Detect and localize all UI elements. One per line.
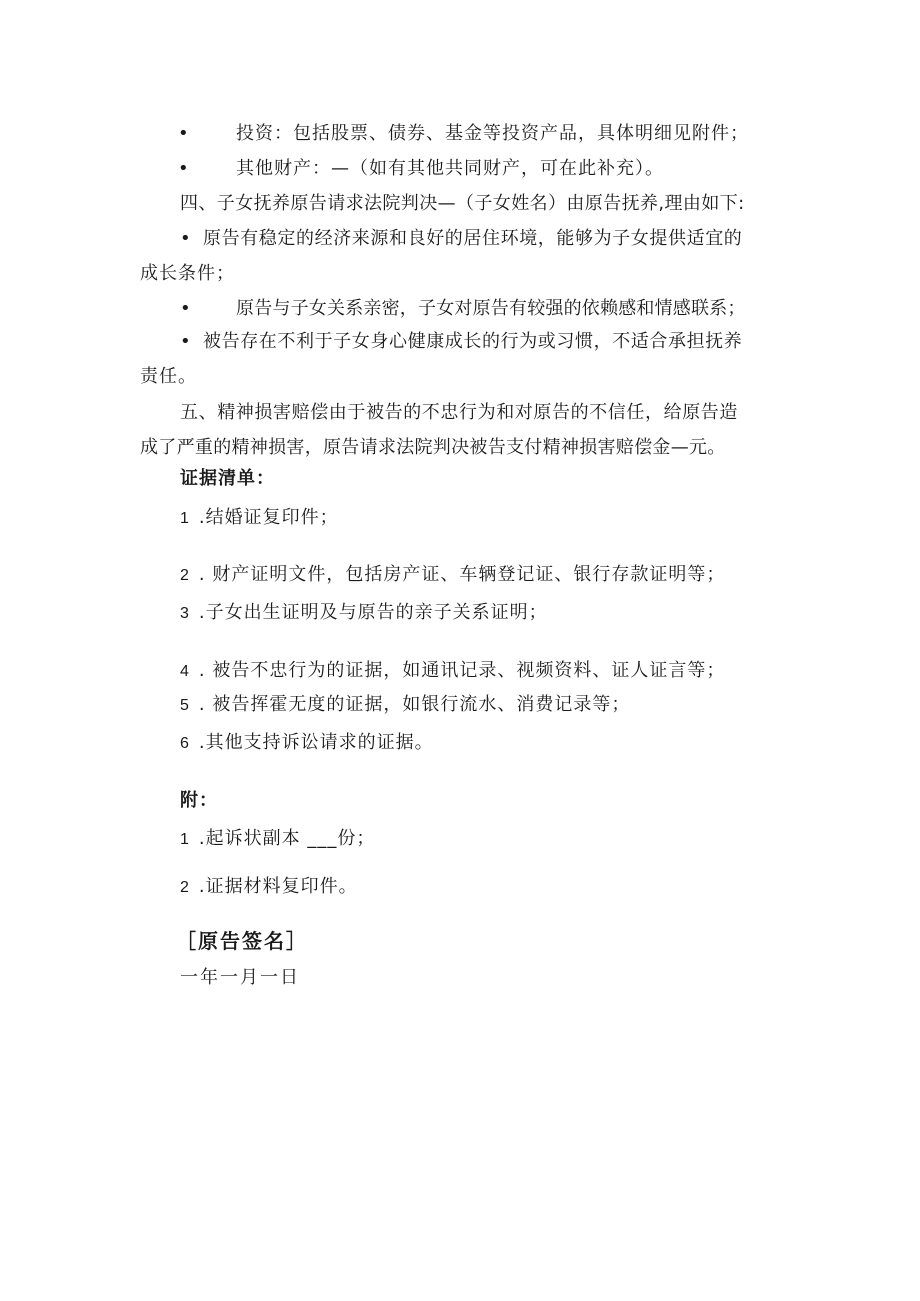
bullet-marker: • bbox=[178, 123, 189, 144]
custody-reason-1: 原告有稳定的经济来源和良好的居住环境，能够为子女提供适宜的 bbox=[203, 228, 743, 249]
evidence-item-number: 2 bbox=[180, 567, 189, 584]
evidence-item-text: .其他支持诉讼请求的证据。 bbox=[198, 732, 434, 753]
attachment-item-number: 1 bbox=[180, 831, 189, 848]
evidence-item-text: . 被告挥霍无度的证据，如银行流水、消费记录等； bbox=[198, 694, 631, 715]
signature-date: 一年一月一日 bbox=[180, 967, 300, 988]
evidence-item-number: 1 bbox=[180, 510, 189, 527]
evidence-item-text: .结婚证复印件； bbox=[198, 507, 339, 528]
attachment-item-2 bbox=[180, 875, 358, 900]
evidence-item-text: . 财产证明文件，包括房产证、车辆登记证、银行存款证明等； bbox=[198, 564, 726, 585]
evidence-item-1 bbox=[180, 506, 339, 531]
custody-reason-3: 被告存在不利于子女身心健康成长的行为或习惯，不适合承担抚养 bbox=[203, 331, 743, 352]
custody-reason-2: 原告与子女关系亲密，子女对原告有较强的依赖感和情感联系； bbox=[236, 298, 746, 319]
evidence-item-3 bbox=[180, 601, 548, 626]
bullet-marker: • bbox=[178, 158, 189, 179]
attachment-item-number: 2 bbox=[180, 879, 189, 896]
attachment-item-text: .证据材料复印件。 bbox=[198, 876, 358, 897]
evidence-item-number: 5 bbox=[180, 697, 189, 714]
bullet-marker: • bbox=[180, 228, 191, 249]
plaintiff-signature-label: ［原告签名］ bbox=[176, 929, 308, 953]
damages-line-2: 成了严重的精神损害，原告请求法院判决被告支付精神损害赔偿金—元。 bbox=[140, 437, 726, 458]
bullet-marker: • bbox=[180, 331, 191, 352]
attachment-item-text: .起诉状副本 ___份； bbox=[198, 828, 376, 849]
evidence-item-text: . 被告不忠行为的证据，如通讯记录、视频资料、证人证言等； bbox=[198, 660, 726, 681]
damages-line-1: 五、精神损害赔偿由于被告的不忠行为和对原告的不信任，给原告造 bbox=[180, 402, 738, 423]
evidence-item-2 bbox=[180, 563, 725, 588]
evidence-item-number: 6 bbox=[180, 735, 189, 752]
custody-heading: 四、子女抚养原告请求法院判决—（子女姓名）由原告抚养,理由如下: bbox=[180, 193, 745, 214]
evidence-item-6 bbox=[180, 731, 434, 756]
evidence-item-text: .子女出生证明及与原告的亲子关系证明； bbox=[198, 602, 548, 623]
attachments-title: 附： bbox=[180, 790, 218, 811]
evidence-item-number: 3 bbox=[180, 605, 189, 622]
evidence-item-4 bbox=[180, 659, 725, 684]
property-other: 其他财产：—（如有其他共同财产，可在此补充）。 bbox=[236, 158, 664, 179]
evidence-title: 证据清单： bbox=[180, 468, 275, 489]
attachment-item-1 bbox=[180, 827, 375, 852]
evidence-item-number: 4 bbox=[180, 663, 189, 680]
custody-reason-1-cont: 成长条件； bbox=[140, 263, 235, 284]
evidence-item-5 bbox=[180, 693, 630, 718]
property-investment: 投资：包括股票、债券、基金等投资产品，具体明细见附件； bbox=[236, 123, 749, 144]
custody-reason-3-cont: 责任。 bbox=[140, 366, 197, 387]
bullet-marker: • bbox=[180, 298, 191, 319]
